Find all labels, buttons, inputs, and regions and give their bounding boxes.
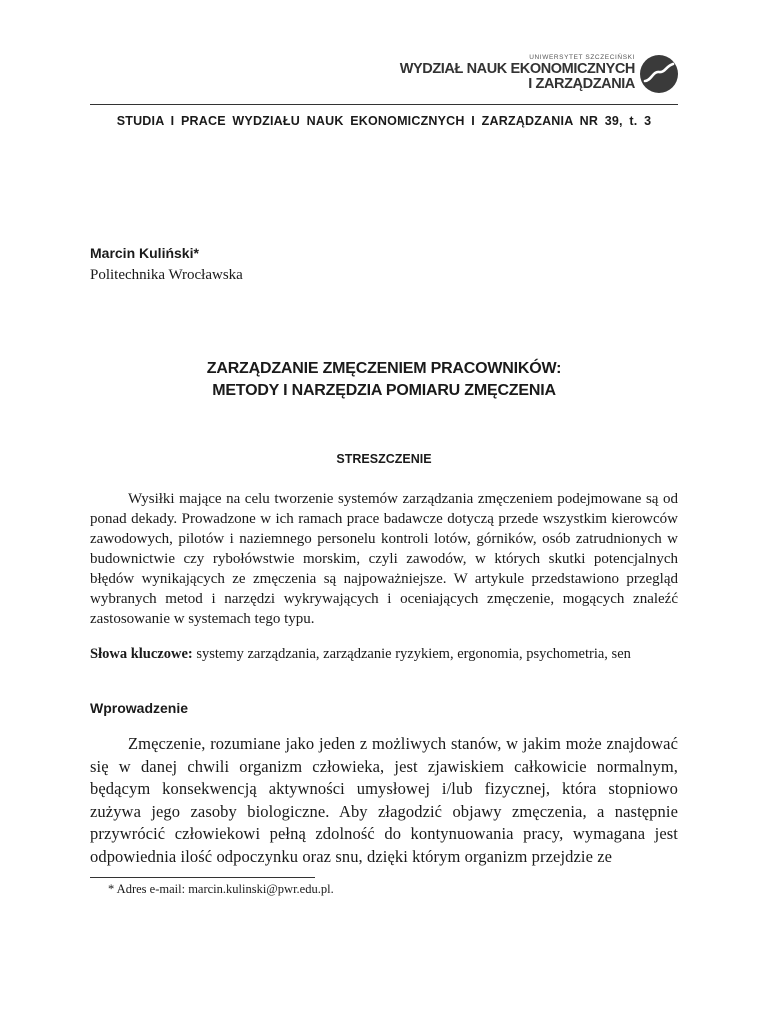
abstract-paragraph: Wysiłki mające na celu tworzenie systemów zarządzania zmęczeniem podejmowane są od ponad dekady. Prowadzone w ich ramach prace badawcze dotyczą przede wszystkim kierowców zawodowych, pilotów i naziemnego personelu kontroli lotów, górników, osób zatrudnionych w budownictwie czy rybołówstwie morskim, czyli zawodów, w których skutki potencjalnych błędów wynikających ze zmęczenia są najpoważniejsze. W artykule przedstawiono przegląd wybranych metod i narzędzi wykrywających i oceniających zmęczenie, mogących znaleźć zastosowanie w systemach tego typu.: [90, 491, 678, 627]
journal-title: STUDIA I PRACE WYDZIAŁU NAUK EKONOMICZNYCH I ZARZĄDZANIA NR 39, t. 3: [116, 114, 652, 128]
faculty-logo-icon: [639, 54, 679, 94]
header-divider: [90, 104, 678, 105]
footnote-divider: [90, 877, 315, 878]
section-heading-introduction: Wprowadzenie: [90, 700, 189, 716]
faculty-name-line2: I ZARZĄDZANIA: [528, 76, 635, 92]
paper-title-line1: ZARZĄDZANIE ZMĘCZENIEM PRACOWNIKÓW:: [206, 360, 562, 377]
abstract-body: [90, 489, 678, 629]
keywords-list: systemy zarządzania, zarządzanie ryzykiem, ergonomia, psychometria, sen: [196, 646, 631, 662]
faculty-name-line1: WYDZIAŁ NAUK EKONOMICZNYCH: [399, 61, 635, 77]
author-affiliation: Politechnika Wrocławska: [90, 267, 243, 283]
abstract-heading: STRESZCZENIE: [336, 452, 432, 466]
introduction-paragraph: Zmęczenie, rozumiane jako jeden z możliwych stanów, w jakim może znajdować się w danej chwili organizm człowieka, jest zjawiskiem całkowicie normalnym, będącym konsekwencją aktywności umysłowej i/lub fizycznej, która stopniowo zużywa jego zasoby biologiczne. Aby złagodzić objawy zmęczenia, a następnie przywrócić człowiekowi pełną zdolność do kontynuowania pracy, wymagana jest odpowiednia ilość odpoczynku oraz snu, dzięki którym organizm przejdzie ze: [90, 734, 678, 866]
keywords-label: Słowa kluczowe:: [90, 646, 193, 662]
keywords: [90, 644, 690, 664]
paper-title-line2: METODY I NARZĘDZIA POMIARU ZMĘCZENIA: [212, 382, 556, 399]
university-name: UNIWERSYTET SZCZECIŃSKI: [529, 54, 635, 61]
introduction-body: [90, 733, 678, 869]
author-name: Marcin Kuliński*: [90, 245, 199, 261]
faculty-logo-text: [400, 54, 635, 92]
footnote: * Adres e-mail: marcin.kulinski@pwr.edu.pl.: [108, 882, 334, 896]
paper-title: [0, 358, 768, 402]
